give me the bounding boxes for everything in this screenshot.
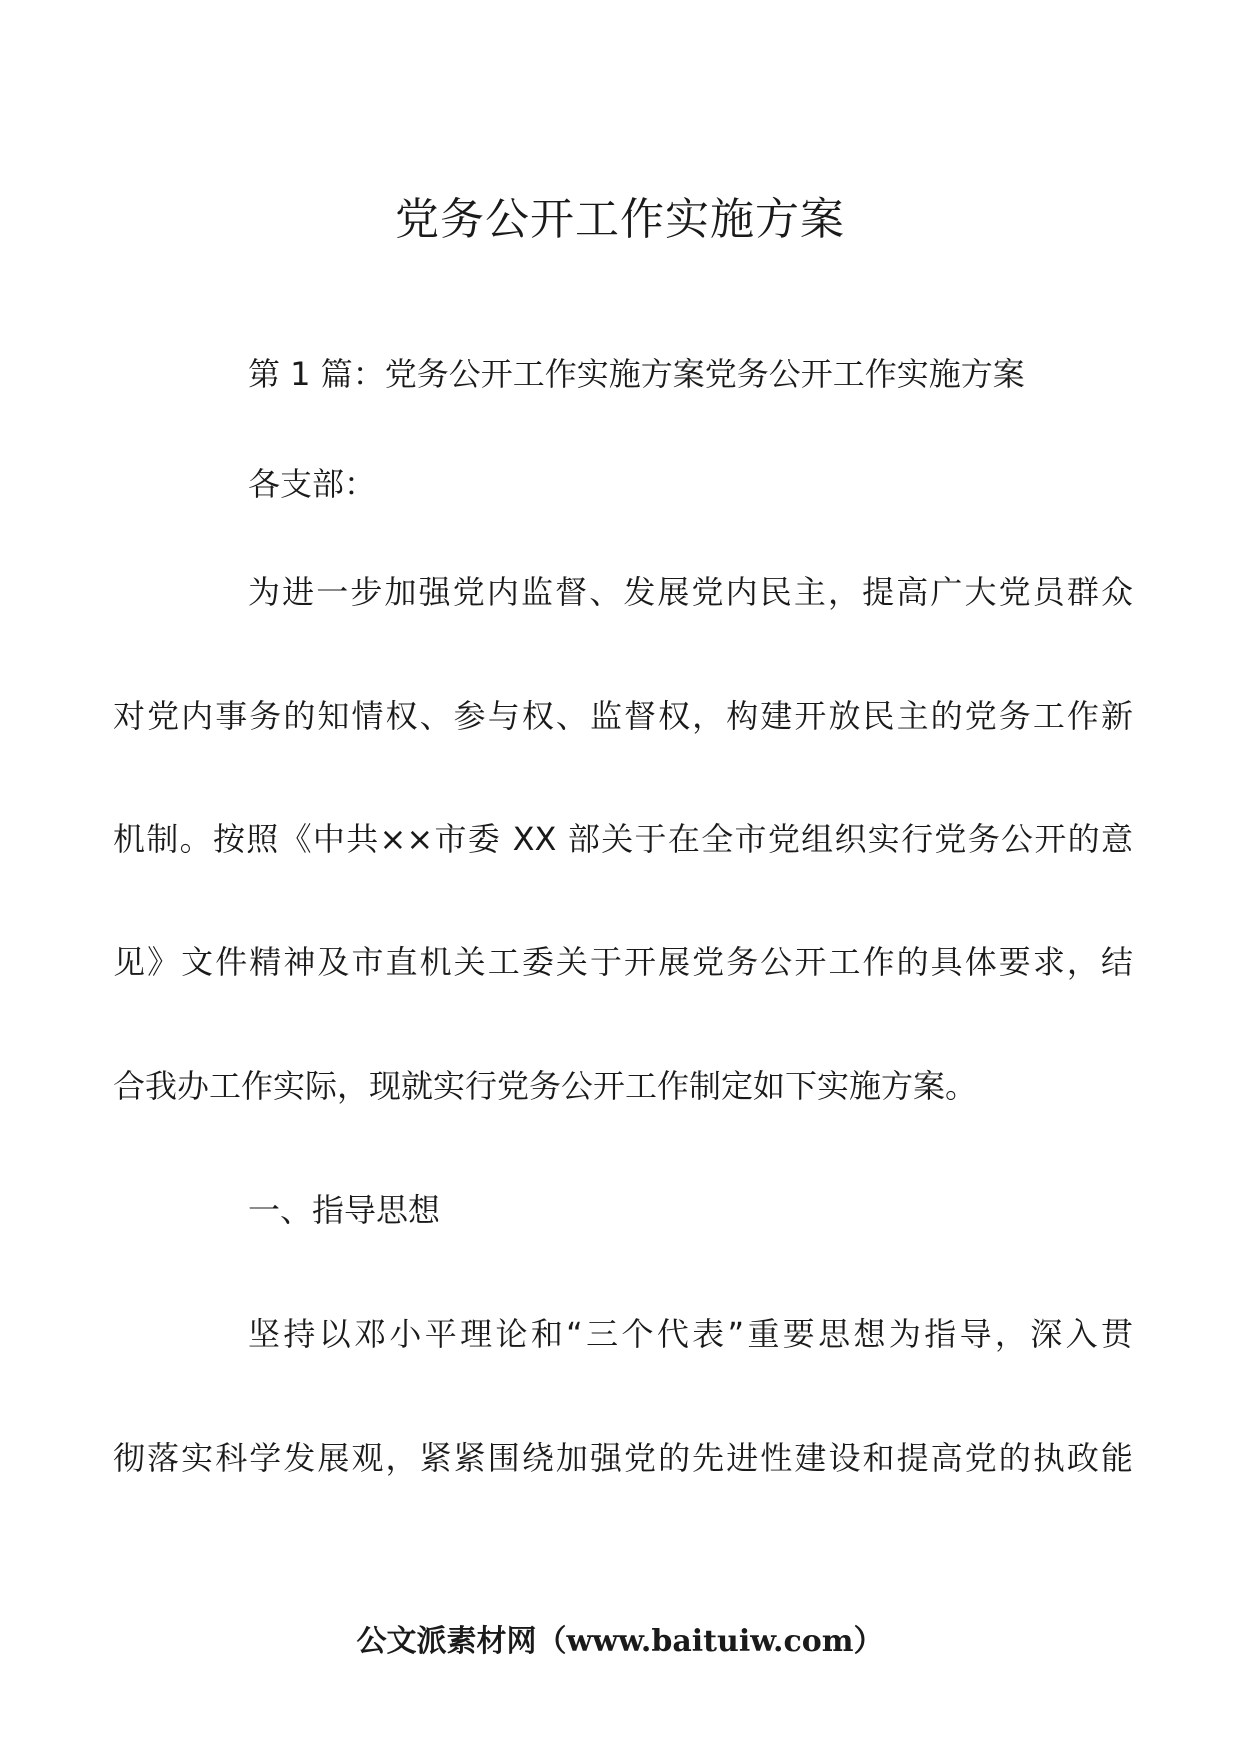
- body-line-4: 见》文件精神及市直机关工委关于开展党务公开工作的具体要求，结: [113, 943, 1133, 981]
- body-line-1: 为进一步加强党内监督、发展党内民主，提高广大党员群众: [248, 573, 1133, 611]
- body-line-7: 彻落实科学发展观，紧紧围绕加强党的先进性建设和提高党的执政能: [113, 1439, 1133, 1477]
- body-line-3: 机制。按照《中共××市委 XX 部关于在全市党组织实行党务公开的意: [113, 820, 1133, 858]
- salutation: 各支部：: [248, 465, 377, 503]
- body-line-6: 坚持以邓小平理论和“三个代表”重要思想为指导，深入贯: [248, 1315, 1133, 1353]
- document-title: 党务公开工作实施方案: [395, 194, 845, 245]
- body-line-5: 合我办工作实际，现就实行党务公开工作制定如下实施方案。: [113, 1067, 978, 1105]
- footer-watermark: 公文派素材网（www.baituiw.com）: [356, 1624, 884, 1659]
- body-line-2: 对党内事务的知情权、参与权、监督权，构建开放民主的党务工作新: [113, 697, 1133, 735]
- article-heading: 第 1 篇：党务公开工作实施方案党务公开工作实施方案: [248, 355, 1025, 393]
- section-heading: 一、指导思想: [248, 1191, 441, 1229]
